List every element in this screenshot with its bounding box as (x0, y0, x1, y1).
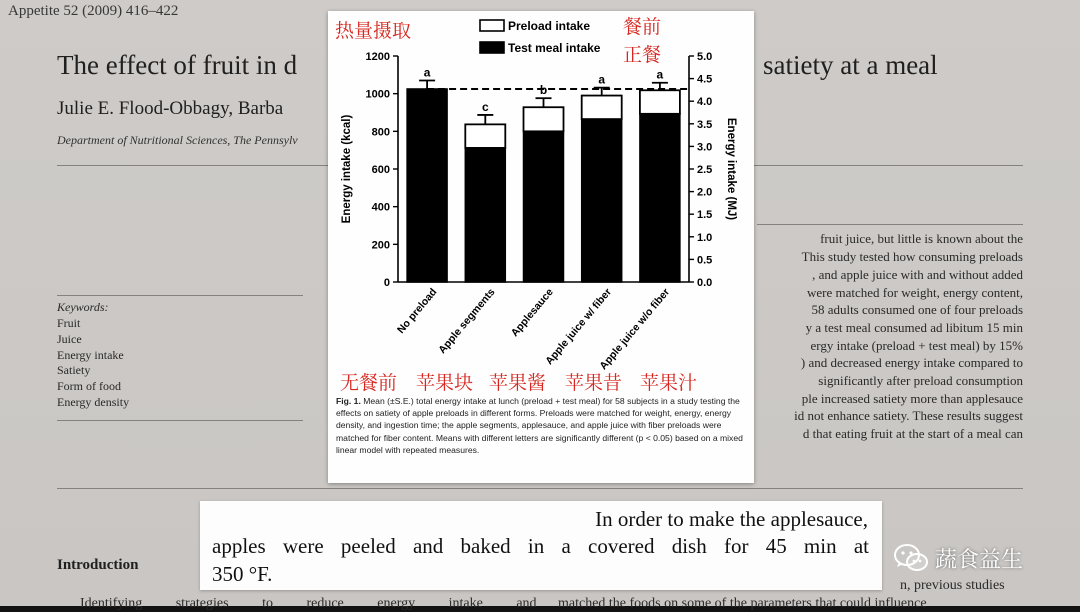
legend-swatch-test-meal (480, 42, 504, 53)
watermark (893, 541, 1023, 575)
y2-tick-label: 3.5 (697, 118, 713, 131)
annotation-testmeal-cn: 正餐 (623, 44, 662, 66)
significance-letter: a (656, 67, 664, 82)
quote-line: In order to make the applesauce, (595, 507, 868, 531)
keyword-item: Form of food (57, 379, 121, 393)
x-tick-label: Apple juice w/ fiber (543, 286, 614, 368)
bar-preload (640, 90, 680, 114)
abstract-line: , and apple juice with and without added (812, 267, 1023, 282)
y-tick-label: 1000 (365, 88, 390, 101)
paper-department: Department of Nutritional Sciences, The Pennsylv (57, 133, 298, 147)
y2-tick-label: 3.0 (697, 141, 713, 154)
x-tick-label: Apple segments (436, 286, 498, 357)
abstract-line: id not enhance satiety. These results suggest (794, 408, 1023, 423)
paper-title-right: satiety at a meal (763, 50, 938, 80)
quote-line: apples were peeled and baked in a covered dish for 45 min at (212, 534, 869, 558)
annotation-category-cn: 苹果汁 (640, 372, 698, 394)
keyword-item: Fruit (57, 316, 81, 330)
keyword-item: Energy density (57, 395, 130, 409)
y2-tick-label: 4.0 (697, 96, 713, 109)
bar-preload (582, 96, 622, 120)
annotation-category-cn: 苹果酱 (489, 372, 547, 394)
keyword-item: Satiety (57, 363, 91, 377)
paper-title-left: The effect of fruit in d (57, 50, 298, 80)
legend-label-test-meal: Test meal intake (508, 41, 601, 55)
y2-tick-label: 1.0 (697, 231, 713, 244)
y2-tick-label: 2.5 (697, 164, 713, 176)
abstract-line: fruit juice, but little is known about the (820, 231, 1023, 246)
abstract-line: ple increased satiety more than applesauce (801, 391, 1023, 406)
figure-caption (336, 395, 746, 456)
legend-swatch-preload (480, 20, 504, 31)
y2-tick-label: 1.5 (697, 209, 713, 222)
abstract-line: ergy intake (preload + test meal) by 15% (810, 338, 1023, 353)
annotation-category-cn: 无餐前 (340, 372, 398, 394)
annotation-energy-intake-cn: 热量摄取 (335, 20, 412, 42)
y2-tick-label: 5.0 (697, 51, 713, 63)
bar-chart (328, 11, 754, 391)
bar-preload (524, 107, 564, 131)
caption-label: Fig. 1. (336, 396, 361, 406)
significance-letter: b (539, 83, 548, 98)
watermark-text: 蔬食益生 (935, 547, 1024, 573)
abstract-line: were matched for weight, energy content, (807, 285, 1023, 300)
annotation-category-cn: 苹果昔 (565, 372, 623, 394)
y-tick-label: 400 (371, 201, 390, 214)
significance-letter: a (423, 65, 431, 80)
significance-letter: c (481, 99, 489, 114)
annotation-preload-cn: 餐前 (623, 16, 662, 38)
keyword-item: Energy intake (57, 348, 124, 362)
keywords-heading: Keywords: (57, 300, 109, 314)
bar-test-meal (465, 148, 505, 282)
y2-tick-label: 0.0 (697, 277, 713, 289)
caption-text: Mean (±S.E.) total energy intake at lunch (preload + test meal) for 58 subjects in a study testing the effects on satiety of apple preloads in different forms. Preloads were matched for weight, energy, energy density, and ingestion time; the apple segments, applesauce, and apple juice with fiber preloads were matched for fiber content. Means with different letters are significantly different (p < 0.05) based on a mixed linear model with repeated measures. (336, 396, 743, 455)
x-tick-label: Applesauce (508, 286, 556, 340)
bar-preload (465, 124, 505, 148)
quote-line: 350 °F. (212, 562, 273, 586)
introduction-heading: Introduction (57, 557, 139, 573)
y-tick-label: 200 (371, 239, 390, 252)
bar-test-meal (582, 119, 622, 282)
y2-tick-label: 0.5 (697, 254, 713, 267)
abstract-line: This study tested how consuming preloads (801, 249, 1023, 264)
y-tick-label: 800 (371, 126, 390, 139)
y2-tick-label: 2.0 (697, 186, 713, 199)
paper-authors: Julie E. Flood-Obbagy, Barba (57, 98, 284, 119)
bar-test-meal (407, 89, 447, 282)
y-tick-label: 600 (371, 164, 390, 176)
annotation-category-cn: 苹果块 (416, 372, 474, 394)
bar-test-meal (524, 131, 564, 282)
abstract-line: significantly after preload consumption (818, 373, 1023, 388)
y2-tick-label: 4.5 (697, 73, 713, 86)
introduction-text-right: n, previous studies (900, 578, 1005, 593)
y-axis-title: Energy intake (kcal) (341, 114, 353, 224)
y2-axis-title: Energy intake (MJ) (725, 117, 737, 221)
abstract-line: y a test meal consumed ad libitum 15 min (805, 320, 1023, 335)
bar-test-meal (640, 114, 680, 282)
journal-reference: Appetite 52 (2009) 416–422 (8, 3, 179, 19)
significance-letter: a (598, 72, 606, 87)
body-text-bottom-right: matched the foods on some of the parameters that could influence (558, 596, 927, 611)
quote-overlay (200, 501, 882, 590)
legend-label-preload: Preload intake (508, 19, 591, 33)
keyword-item: Juice (57, 332, 82, 346)
x-tick-label: Apple juice w/o fiber (597, 286, 673, 373)
y-tick-label: 0 (383, 277, 390, 289)
abstract-line: ) and decreased energy intake compared to (800, 355, 1023, 370)
wechat-icon (893, 543, 929, 573)
body-text-bottom-left: Identifying strategies to reduce energy intake and (80, 596, 537, 611)
x-tick-label: No preload (394, 286, 440, 336)
abstract-line: d that eating fruit at the start of a meal can (802, 426, 1023, 441)
abstract-line: 58 adults consumed one of four preloads (811, 302, 1023, 317)
y-tick-label: 1200 (365, 51, 390, 63)
figure-card (328, 11, 754, 483)
